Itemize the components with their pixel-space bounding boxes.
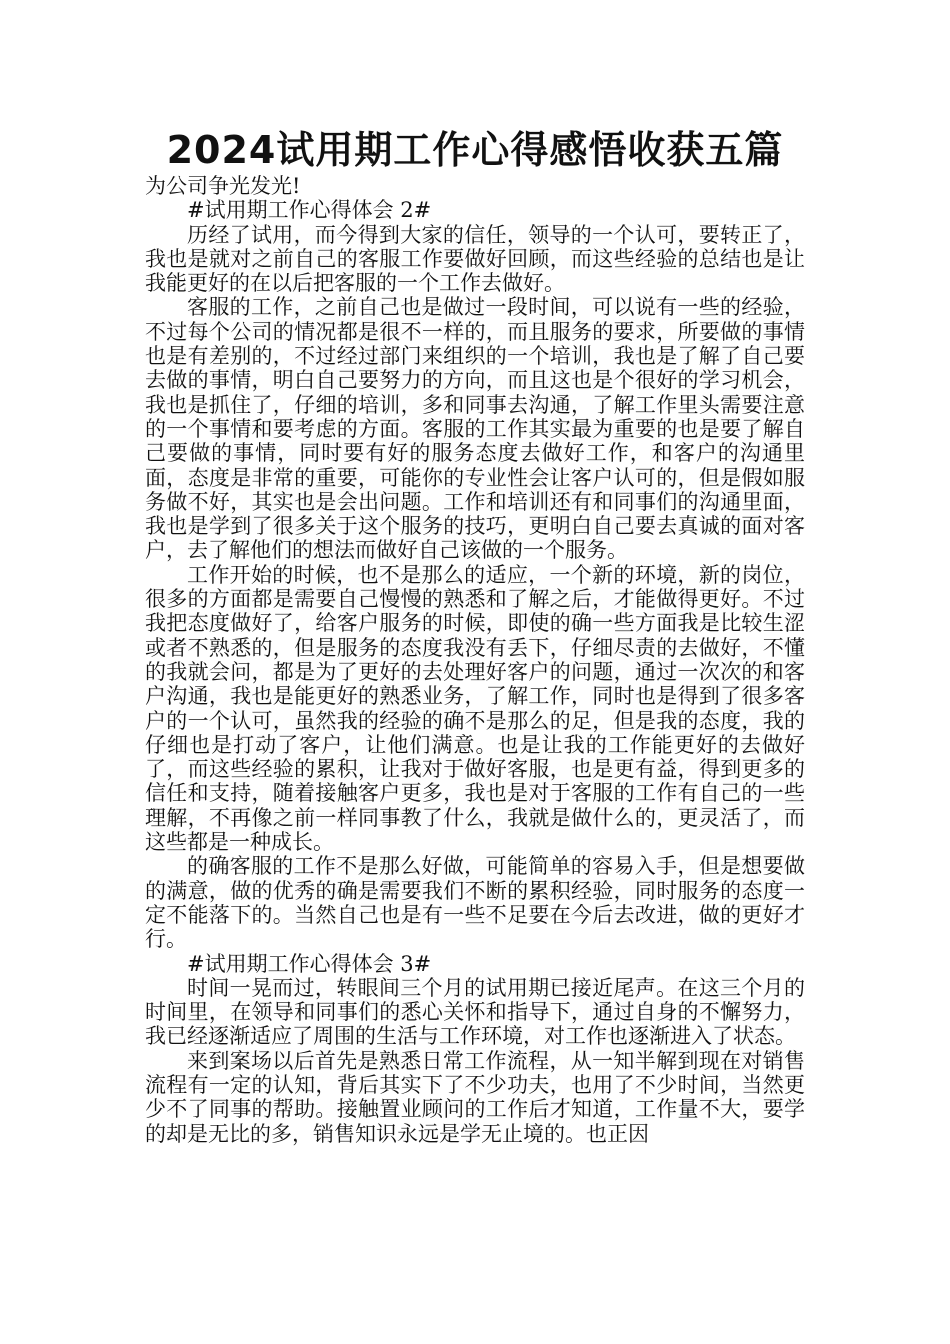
document-title: 2024试用期工作心得感悟收获五篇	[166, 128, 784, 172]
paragraph-continuation: 为公司争光发光!	[145, 174, 301, 198]
section-heading-3: #试用期工作心得体会 3#	[187, 951, 432, 976]
paragraph: 工作开始的时候，也不是那么的适应，一个新的环境，新的岗位，很多的方面都是需要自己慢慢的熟悉和了解之后，才能做得更好。不过我把态度做好了，给客户服务的时候，即使的确一些方面我是比较生涩或者不熟悉的，但是服务的态度我没有丢下，仔细尽责的去做好，不懂的我就会问，都是为了更好的去处理好客户的问题，通过一次次的和客户沟通，我也是能更好的熟悉业务，了解工作，同时也是得到了很多客户的一个认可，虽然我的经验的确不是那么的足，但是我的态度，我的仔细也是打动了客户，让他们满意。也是让我的工作能更好的去做好了，而这些经验的累积，让我对于做好客服，也是更有益，得到更多的信任和支持，随着接触客户更多，我也是对于客服的工作有自己的一些理解，不再像之前一样同事教了什么，我就是做什么的，更灵活了，而这些都是一种成长。	[145, 562, 805, 855]
paragraph: 时间一晃而过，转眼间三个月的试用期已接近尾声。在这三个月的时间里，在领导和同事们的悉心关怀和指导下，通过自身的不懈努力，我已经逐渐适应了周围的生活与工作环境，对工作也逐渐进入了状态。	[145, 975, 805, 1049]
paragraph: 的确客服的工作不是那么好做，可能简单的容易入手，但是想要做的满意，做的优秀的确是需要我们不断的累积经验，同时服务的态度一定不能落下的。当然自己也是有一些不足要在今后去改进，做的更好才行。	[145, 854, 805, 952]
document-body	[145, 174, 805, 1146]
paragraph: 客服的工作，之前自己也是做过一段时间，可以说有一些的经验，不过每个公司的情况都是很不一样的，而且服务的要求，所要做的事情也是有差别的，不过经过部门来组织的一个培训，我也是了解了自己要去做的事情，明白自己要努力的方向，而且这也是个很好的学习机会，我也是抓住了，仔细的培训，多和同事去沟通，了解工作里头需要注意的一个事情和要考虑的方面。客服的工作其实最为重要的也是要了解自己要做的事情，同时要有好的服务态度去做好工作，和客户的沟通里面，态度是非常的重要，可能你的专业性会让客户认可的，但是假如服务做不好，其实也是会出问题。工作和培训还有和同事们的沟通里面，我也是学到了很多关于这个服务的技巧，更明白自己要去真诚的面对客户，去了解他们的想法而做好自己该做的一个服务。	[145, 295, 805, 563]
paragraph: 来到案场以后首先是熟悉日常工作流程，从一知半解到现在对销售流程有一定的认知，背后其实下了不少功夫，也用了不少时间，当然更少不了同事的帮助。接触置业顾问的工作后才知道，工作量不大，要学的却是无比的多，销售知识永远是学无止境的。也正因	[145, 1048, 805, 1146]
section-heading-2: #试用期工作心得体会 2#	[187, 198, 432, 223]
paragraph: 历经了试用，而今得到大家的信任，领导的一个认可，要转正了，我也是就对之前自己的客服工作要做好回顾，而这些经验的总结也是让我能更好的在以后把客服的一个工作去做好。	[145, 222, 805, 296]
